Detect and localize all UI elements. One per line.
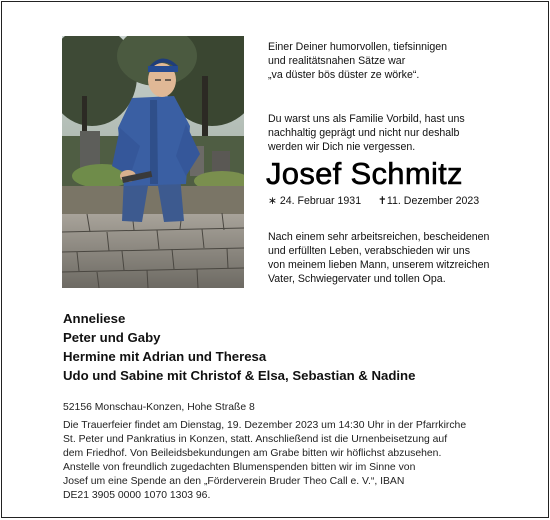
funeral-info — [63, 401, 503, 503]
quote-line: und realitätsnahen Sätze war — [268, 55, 406, 67]
tribute-line: nachhaltig geprägt und nicht nur deshalb — [268, 127, 460, 139]
donation-line: Anstelle von freundlich zugedachten Blumenspenden bitten wir im Sinne von — [63, 462, 416, 473]
quote-line: Einer Deiner humorvollen, tiefsinnigen — [268, 41, 448, 53]
life-dates — [268, 194, 508, 208]
portrait-photo — [62, 36, 244, 288]
tribute-block — [268, 112, 508, 154]
donation-line: Josef um eine Spende an den „Förderverein Bruder Theo Call e. V.“, IBAN — [63, 476, 405, 487]
tribute-line: werden wir Dich nie vergessen. — [268, 141, 416, 153]
birth-date: ∗ 24. Februar 1931 — [268, 195, 362, 207]
mourner-entry: Hermine mit Adrian und Theresa — [63, 349, 267, 364]
funeral-line: dem Friedhof. Von Beileidsbekundungen am Grabe bitten wir höflichst abzusehen. — [63, 448, 442, 459]
obituary-text — [268, 230, 508, 286]
death-date: ✝11. Dezember 2023 — [378, 195, 480, 207]
family-address: 52156 Monschau-Konzen, Hohe Straße 8 — [63, 402, 255, 413]
obituary-line: Nach einem sehr arbeitsreichen, bescheidenen — [268, 231, 490, 243]
tribute-line: Du warst uns als Familie Vorbild, hast uns — [268, 113, 465, 125]
obituary-card — [1, 1, 549, 518]
mourner-entry: Peter und Gaby — [63, 330, 161, 345]
funeral-line: Die Trauerfeier findet am Dienstag, 19. Dezember 2023 um 14:30 Uhr in der Pfarrkirche — [63, 420, 467, 431]
obituary-line: Vater, Schwiegervater und tollen Opa. — [268, 273, 446, 285]
deceased-name: Josef Schmitz — [266, 156, 463, 191]
funeral-line: St. Peter und Pankratius in Konzen, statt. Anschließend ist die Urnenbeisetzung auf — [63, 434, 448, 445]
photo-illustration — [62, 36, 244, 288]
mourner-entry: Udo und Sabine mit Christof & Elsa, Sebastian & Nadine — [63, 368, 416, 383]
donation-line: DE21 3905 0000 1070 1303 96. — [63, 490, 211, 501]
obituary-line: von meinem lieben Mann, unserem witzreichen — [268, 259, 490, 271]
mourner-entry: Anneliese — [63, 311, 126, 326]
mourners-list — [63, 309, 503, 385]
quote-line: „va düster bös düster ze wörke“. — [268, 69, 420, 81]
obituary-line: und erfüllten Leben, verabschieden wir uns — [268, 245, 471, 257]
quote-block — [268, 40, 508, 82]
